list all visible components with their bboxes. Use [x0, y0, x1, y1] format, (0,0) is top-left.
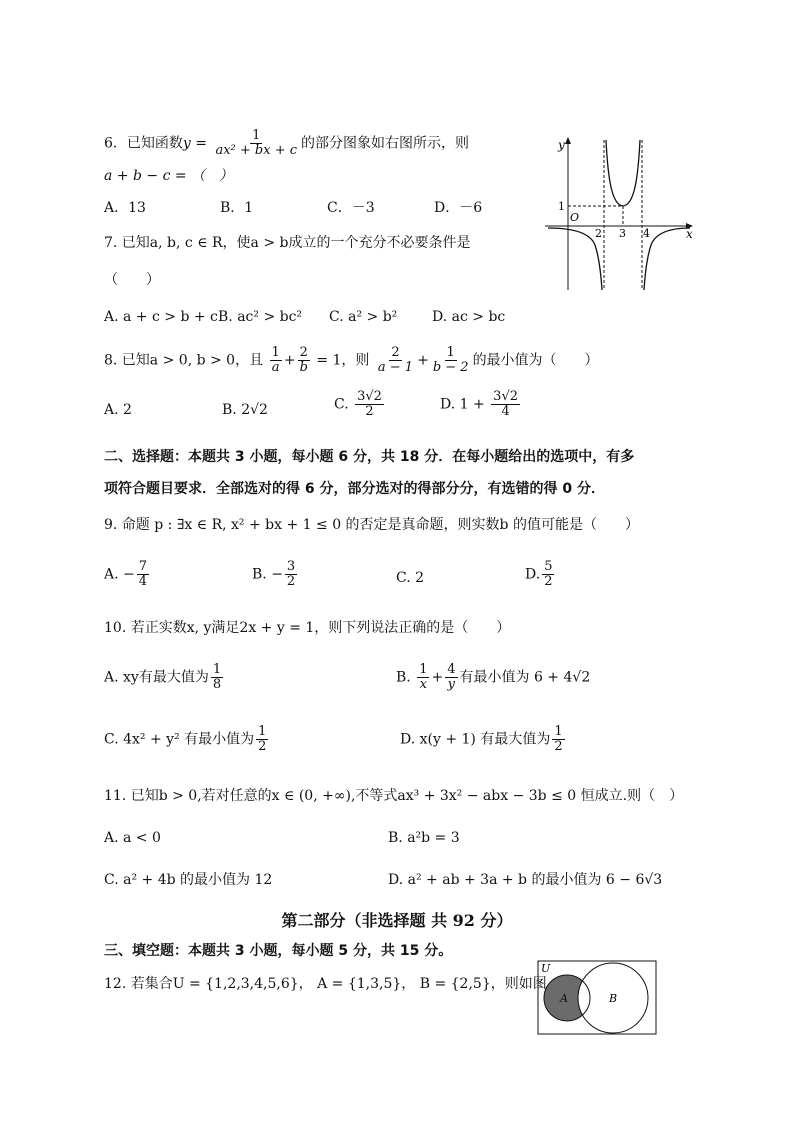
q6-option-c: C．－3	[327, 200, 375, 216]
q11-option-d: D. a² + ab + 3a + b 的最小值为 6 − 6√3	[388, 872, 663, 888]
q9-option-d: D. $\frac{5}{2}$	[525, 559, 553, 589]
q8-option-b: B. 2√2	[222, 402, 268, 418]
section2-heading-line2: 项符合题目要求．全部选对的得 6 分，部分选对的得部分分，有选错的得 0 分．	[104, 481, 605, 497]
graph-origin: O	[570, 211, 580, 224]
curve-right-branch	[644, 228, 690, 290]
q7-option-c: C. a² > b²	[329, 309, 398, 325]
q7-option-b: B. ac² > bc²	[218, 309, 303, 325]
q7-stem: 7. 已知a, b, c ∈ R，使a > b成立的一个充分不必要条件是	[104, 235, 471, 251]
q12-stem: 12. 若集合U = {1,2,3,4,5,6}， A = {1,3,5}， B = {2,5}，则如图	[104, 976, 547, 992]
q11-option-c: C. a² + 4b 的最小值为 12	[104, 872, 273, 888]
q8-option-a: A. 2	[104, 402, 132, 418]
part2-title: 第二部分（非选择题 共 92 分）	[281, 911, 513, 930]
q8-frac-1: $\frac{1}{a}$	[271, 345, 280, 375]
venn-label-b: B	[609, 992, 618, 1005]
venn-diagram	[537, 960, 657, 1036]
q10-stem: 10. 若正实数x, y满足2x + y = 1，则下列说法正确的是（ ）	[104, 620, 511, 636]
graph-tick-3: 3	[619, 227, 626, 240]
q8-option-d: D. 1 + $\frac{3√2}{4}$	[440, 389, 518, 419]
graph-tick-4: 4	[643, 227, 650, 240]
q8-option-c: C. $\frac{3√2}{2}$	[334, 389, 382, 419]
section2-heading-line1: 二、选择题：本题共 3 小题，每小题 6 分，共 18 分．在每小题给出的选项中，有多	[104, 449, 635, 465]
q7-option-a: A. a + c > b + c	[104, 309, 218, 325]
q8-frac-2: $\frac{2}{b}$	[299, 345, 308, 375]
q9-option-b: B. − $\frac{3}{2}$	[252, 559, 296, 589]
q10-option-d: D. x(y + 1) 有最大值为 $\frac{1}{2}$	[400, 724, 563, 754]
y-axis-arrow	[565, 137, 571, 144]
q9-option-c: C. 2	[396, 570, 425, 586]
q6-function-fraction: $\frac{1}{\text{ax² + bx + c}}$	[215, 128, 298, 158]
q7-paren: （ ）	[104, 272, 160, 288]
q11-stem: 11. 已知b > 0,若对任意的x ∈ (0, +∞),不等式ax³ + 3x² − abx − 3b ≤ 0 恒成立.则（ ）	[104, 788, 684, 804]
q8-frac-4: $\frac{1}{b - 2}$	[432, 345, 469, 375]
venn-shaded-region	[537, 960, 657, 1036]
q9-stem: 9. 命题 p : ∃x ∈ R, x² + bx + 1 ≤ 0 的否定是真命题，则实数b 的值可能是（ ）	[104, 517, 639, 533]
q8-stem: 8. 已知a > 0, b > 0，且 $\frac{1}{a}$ + $\frac{2}{b}$ = 1，则 $\frac{2}{a - 1}$ + $\frac{1}{b - 2}$ 的最小值为（ ）	[104, 345, 599, 375]
q10-option-b: B. $\frac{1}{x}$ + $\frac{4}{y}$ 有最小值为 6 + 4√2	[396, 662, 591, 692]
q11-option-a: A. a < 0	[104, 830, 161, 846]
q6-option-d: D．－6	[434, 200, 483, 216]
graph-x-label: x	[686, 227, 693, 241]
venn-label-a: A	[560, 992, 568, 1005]
q6-stem: 6．已知函数y = $\frac{1}{\text{ax² + bx + c}}$ 的部分图象如右图所示，则	[104, 128, 470, 158]
q10-option-c: C. 4x² + y² 有最小值为 $\frac{1}{2}$	[104, 724, 267, 754]
graph-tick-2: 2	[595, 227, 602, 240]
q6-option-a: A．13	[104, 200, 146, 216]
q6-function-graph	[540, 135, 700, 295]
graph-one: 1	[558, 200, 565, 213]
q11-option-b: B. a²b = 3	[388, 830, 460, 846]
q8-frac-3: $\frac{2}{a - 1}$	[377, 345, 414, 375]
section3-heading: 三、填空题：本题共 3 小题，每小题 5 分，共 15 分。	[104, 943, 453, 959]
q10-option-a: A. xy有最大值为 $\frac{1}{8}$	[104, 662, 222, 692]
curve-left-branch	[548, 228, 602, 290]
q6-expression: a + b − c = （ ）	[104, 168, 234, 184]
curve-middle-branch	[606, 140, 640, 206]
graph-y-label: y	[558, 138, 565, 152]
q6-option-b: B．1	[220, 200, 254, 216]
venn-label-u: U	[541, 962, 551, 975]
q7-option-d: D. ac > bc	[432, 309, 506, 325]
q9-option-a: A. − $\frac{7}{4}$	[104, 559, 148, 589]
